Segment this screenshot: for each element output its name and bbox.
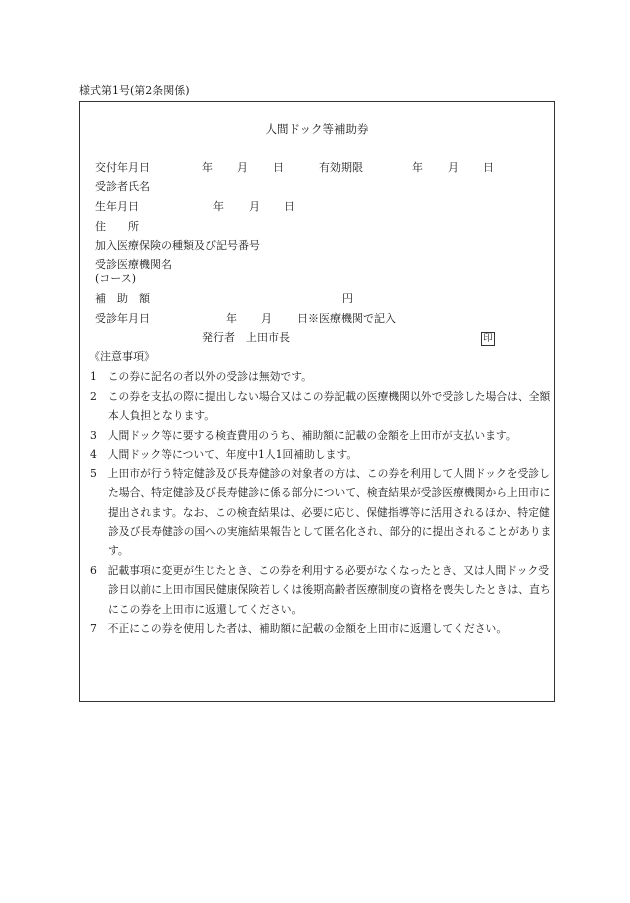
birth-year-unit: 年: [213, 200, 224, 213]
note-6: 6 記載事項に変更が生じたとき、この券を利用する必要がなくなったとき、又は人間ドック受診日以前に上田市国民健康保険若しくは後期高齢者医療制度の資格を喪失したときは、直ちにこの券を上田市に返還してください。: [90, 564, 551, 616]
issuer-label: 発行者 上田市長: [202, 331, 290, 344]
issue-month-unit: 月: [237, 161, 248, 174]
issue-day-unit: 日: [273, 161, 284, 174]
valid-month-unit: 月: [448, 161, 459, 174]
issue-year-unit: 年: [202, 161, 213, 174]
exam-date-label: 受診年月日: [95, 312, 150, 325]
ticket-title: 人間ドック等補助券: [265, 122, 369, 136]
notes-heading: 《注意事項》: [89, 350, 155, 363]
note-4: 4 人間ドック等について、年度中1人1回補助します。: [90, 448, 358, 461]
form-number-label: 様式第1号(第2条関係): [79, 84, 190, 97]
patient-name-label: 受診者氏名: [95, 180, 150, 193]
birth-month-unit: 月: [249, 200, 260, 213]
exam-month-unit: 月: [261, 312, 272, 325]
exam-year-unit: 年: [226, 312, 237, 325]
valid-until-label: 有効期限: [319, 161, 363, 174]
subsidy-amount-label: 補 助 額: [95, 292, 150, 305]
note-3: 3 人間ドック等に要する検査費用のうち、補助額に記載の金額を上田市が支払います。: [90, 429, 517, 442]
note-7: 7 不正にこの券を使用した者は、補助額に記載の金額を上田市に返還してください。: [90, 622, 508, 635]
birth-date-label: 生年月日: [95, 200, 139, 213]
valid-day-unit: 日: [483, 161, 494, 174]
yen-unit: 円: [342, 292, 353, 305]
birth-day-unit: 日: [284, 200, 295, 213]
note-5: 5 上田市が行う特定健診及び長寿健診の対象者の方は、この券を利用して人間ドックを受診した場合、特定健診及び長寿健診に係る部分について、検査結果が受診医療機関から上田市に提出されます。なお、この検査結果は、必要に応じ、保健指導等に活用されるほか、特定健診及び長寿健診の国への実施結果報告として匿名化され、部分的に提出されることがあります。: [90, 467, 552, 558]
insurance-label: 加入医療保険の種類及び記号番号: [95, 239, 260, 252]
issue-date-label: 交付年月日: [95, 161, 150, 174]
seal-mark: 印: [481, 332, 495, 346]
subsidy-ticket-frame: [79, 101, 555, 702]
exam-day-note: 日※医療機関で記入: [297, 312, 396, 325]
valid-year-unit: 年: [412, 161, 423, 174]
address-label: 住 所: [95, 220, 139, 233]
course-label: (コース): [95, 272, 137, 285]
institution-label: 受診医療機関名: [95, 258, 172, 271]
note-2: 2 この券を支払の際に提出しない場合又はこの券記載の医療機関以外で受診した場合は、全額本人負担となります。: [90, 390, 551, 423]
note-1: 1 この券に記名の者以外の受診は無効です。: [90, 370, 312, 383]
